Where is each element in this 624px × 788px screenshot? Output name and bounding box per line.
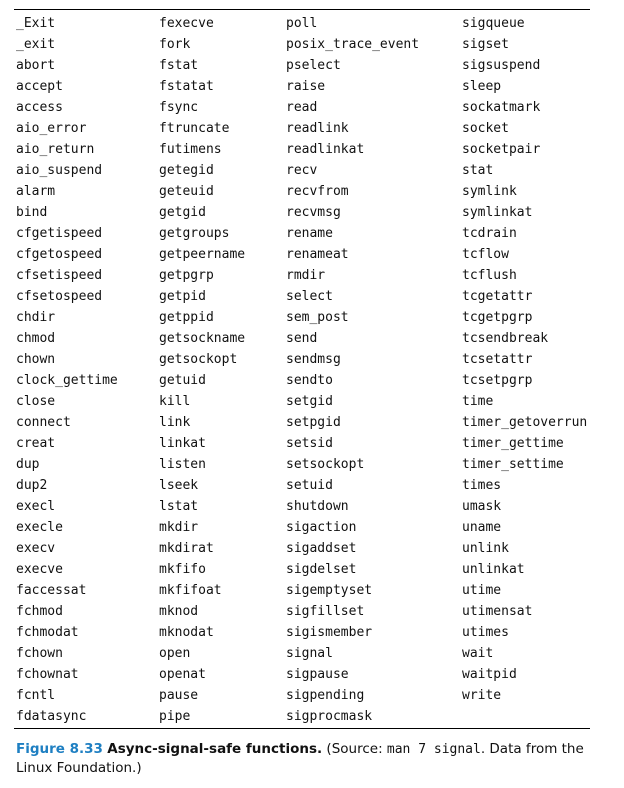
function-name: readlink: [286, 121, 349, 136]
function-name: listen: [159, 457, 206, 472]
function-name: getuid: [159, 373, 206, 388]
function-name: setsid: [286, 436, 333, 451]
function-name: sigismember: [286, 625, 373, 640]
function-name: mknod: [159, 604, 199, 619]
function-name: ftruncate: [159, 121, 230, 136]
function-name: sendto: [286, 373, 333, 388]
function-name: umask: [462, 499, 502, 514]
function-name: rmdir: [286, 268, 326, 283]
function-name: poll: [286, 16, 318, 31]
function-column-1: [16, 13, 118, 727]
function-name: tcflow: [462, 247, 509, 262]
function-name: posix_trace_event: [286, 37, 420, 52]
function-name: fork: [159, 37, 191, 52]
function-name: futimens: [159, 142, 222, 157]
function-name: fexecve: [159, 16, 214, 31]
function-name: shutdown: [286, 499, 349, 514]
function-name: access: [16, 100, 63, 115]
caption-source-suffix: . Data from the Linux Foundation.): [16, 741, 584, 776]
function-name: tcsetpgrp: [462, 373, 533, 388]
function-name: accept: [16, 79, 63, 94]
function-name: tcdrain: [462, 226, 517, 241]
function-name: pipe: [159, 709, 191, 724]
function-name: fchownat: [16, 667, 79, 682]
figure-label: Figure 8.33: [16, 741, 103, 757]
function-name: symlink: [462, 184, 517, 199]
function-name: getgid: [159, 205, 206, 220]
function-name: setgid: [286, 394, 333, 409]
function-name: pselect: [286, 58, 341, 73]
table-top-rule: [14, 9, 590, 10]
function-name: dup: [16, 457, 40, 472]
function-name: cfgetispeed: [16, 226, 103, 241]
function-name: _exit: [16, 37, 56, 52]
function-name: fstat: [159, 58, 199, 73]
function-name: utime: [462, 583, 502, 598]
function-name: aio_error: [16, 121, 87, 136]
function-name: sigset: [462, 37, 509, 52]
function-name: timer_gettime: [462, 436, 564, 451]
function-name: execve: [16, 562, 63, 577]
function-name: getsockopt: [159, 352, 238, 367]
function-name: chown: [16, 352, 56, 367]
function-name: uname: [462, 520, 502, 535]
function-name: mkfifoat: [159, 583, 222, 598]
function-name: execle: [16, 520, 63, 535]
function-name: dup2: [16, 478, 48, 493]
function-name: execl: [16, 499, 56, 514]
function-name: rename: [286, 226, 333, 241]
function-name: sigqueue: [462, 16, 525, 31]
function-name: wait: [462, 646, 494, 661]
function-name: open: [159, 646, 191, 661]
function-name: cfsetospeed: [16, 289, 103, 304]
function-name: openat: [159, 667, 206, 682]
function-name: raise: [286, 79, 326, 94]
function-name: recv: [286, 163, 318, 178]
function-name: creat: [16, 436, 56, 451]
function-name: setuid: [286, 478, 333, 493]
function-name: symlinkat: [462, 205, 533, 220]
function-name: sleep: [462, 79, 502, 94]
function-name: fsync: [159, 100, 199, 115]
function-name: kill: [159, 394, 191, 409]
function-name: signal: [286, 646, 333, 661]
function-name: bind: [16, 205, 48, 220]
function-name: sigprocmask: [286, 709, 373, 724]
function-name: readlinkat: [286, 142, 365, 157]
function-name: unlink: [462, 541, 509, 556]
figure-caption: [16, 740, 601, 778]
function-name: _Exit: [16, 16, 56, 31]
function-table: [0, 13, 624, 727]
function-name: stat: [462, 163, 494, 178]
function-name: cfgetospeed: [16, 247, 103, 262]
function-name: clock_gettime: [16, 373, 118, 388]
function-name: pause: [159, 688, 199, 703]
function-name: lseek: [159, 478, 199, 493]
function-name: mkdirat: [159, 541, 214, 556]
function-name: setpgid: [286, 415, 341, 430]
function-name: sigsuspend: [462, 58, 541, 73]
function-name: sendmsg: [286, 352, 341, 367]
function-name: send: [286, 331, 318, 346]
table-bottom-rule: [14, 728, 590, 729]
function-name: fcntl: [16, 688, 56, 703]
function-name: sigpending: [286, 688, 365, 703]
function-name: fdatasync: [16, 709, 87, 724]
function-name: alarm: [16, 184, 56, 199]
function-name: unlinkat: [462, 562, 525, 577]
function-name: abort: [16, 58, 56, 73]
function-name: lstat: [159, 499, 199, 514]
function-name: utimensat: [462, 604, 533, 619]
function-name: timer_getoverrun: [462, 415, 588, 430]
caption-source-command: man 7 signal: [386, 742, 481, 757]
function-name: geteuid: [159, 184, 214, 199]
function-name: select: [286, 289, 333, 304]
function-name: time: [462, 394, 494, 409]
function-name: getegid: [159, 163, 214, 178]
function-name: mkfifo: [159, 562, 206, 577]
function-name: getpgrp: [159, 268, 214, 283]
figure-title: Async-signal-safe functions.: [107, 741, 323, 757]
function-column-2: [159, 13, 245, 727]
function-name: getgroups: [159, 226, 230, 241]
function-name: aio_suspend: [16, 163, 103, 178]
function-name: getpid: [159, 289, 206, 304]
function-name: chmod: [16, 331, 56, 346]
function-name: socketpair: [462, 142, 541, 157]
function-name: times: [462, 478, 502, 493]
function-name: sigaction: [286, 520, 357, 535]
function-name: faccessat: [16, 583, 87, 598]
caption-source-prefix: (Source:: [322, 741, 387, 757]
function-name: setsockopt: [286, 457, 365, 472]
function-name: fchmod: [16, 604, 63, 619]
function-name: tcgetpgrp: [462, 310, 533, 325]
function-name: linkat: [159, 436, 206, 451]
function-name: fstatat: [159, 79, 214, 94]
function-name: write: [462, 688, 502, 703]
function-name: fchown: [16, 646, 63, 661]
function-name: recvfrom: [286, 184, 349, 199]
function-name: sigdelset: [286, 562, 357, 577]
function-name: sigemptyset: [286, 583, 373, 598]
function-name: renameat: [286, 247, 349, 262]
function-name: cfsetispeed: [16, 268, 103, 283]
function-name: chdir: [16, 310, 56, 325]
function-name: sigfillset: [286, 604, 365, 619]
function-name: close: [16, 394, 56, 409]
function-name: waitpid: [462, 667, 517, 682]
function-column-3: [286, 13, 419, 727]
function-name: getppid: [159, 310, 214, 325]
function-name: timer_settime: [462, 457, 564, 472]
function-name: tcflush: [462, 268, 517, 283]
function-name: utimes: [462, 625, 509, 640]
function-name: socket: [462, 121, 509, 136]
function-column-4: [462, 13, 587, 706]
function-name: connect: [16, 415, 71, 430]
function-name: fchmodat: [16, 625, 79, 640]
function-name: read: [286, 100, 318, 115]
function-name: getsockname: [159, 331, 246, 346]
function-name: mknodat: [159, 625, 214, 640]
function-name: sigaddset: [286, 541, 357, 556]
function-name: execv: [16, 541, 56, 556]
function-name: tcgetattr: [462, 289, 533, 304]
function-name: link: [159, 415, 191, 430]
function-name: sigpause: [286, 667, 349, 682]
function-name: getpeername: [159, 247, 246, 262]
function-name: tcsetattr: [462, 352, 533, 367]
function-name: tcsendbreak: [462, 331, 549, 346]
function-name: aio_return: [16, 142, 95, 157]
function-name: sem_post: [286, 310, 349, 325]
function-name: recvmsg: [286, 205, 341, 220]
function-name: mkdir: [159, 520, 199, 535]
function-name: sockatmark: [462, 100, 541, 115]
